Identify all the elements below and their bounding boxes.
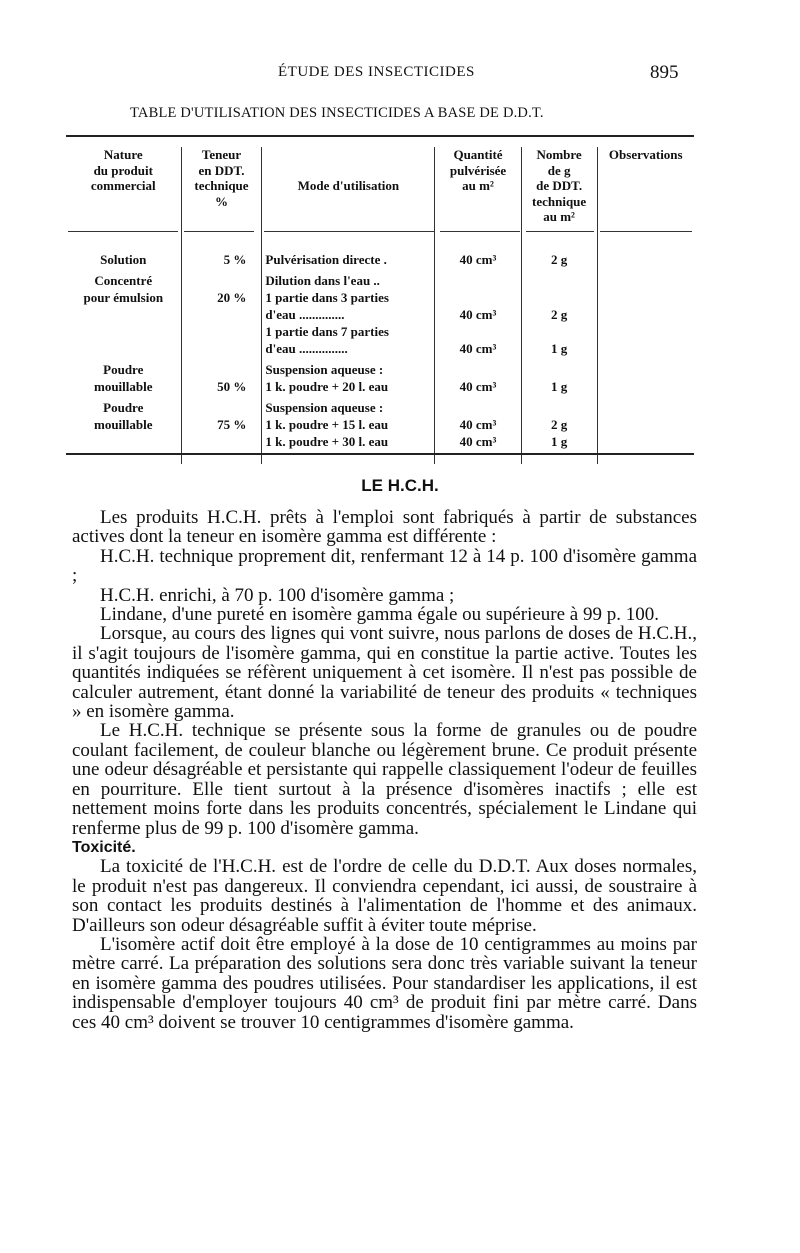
nature-line: Solution (100, 251, 147, 267)
quantity-line: 40 cm³ (459, 340, 497, 356)
quantity-line (438, 399, 517, 416)
table-top-rule (66, 135, 694, 137)
nature-line: pour émulsion (83, 289, 164, 305)
mode-line: 1 k. poudre + 30 l. eau (265, 433, 389, 449)
mode-cell (262, 357, 435, 395)
nature-line: Concentré (94, 272, 153, 288)
header-underline (264, 231, 434, 232)
column-header-line: Observations (608, 147, 683, 162)
column-header-line: Nature (103, 147, 143, 162)
nature-line: Poudre (103, 399, 144, 415)
padding-cell (597, 450, 694, 464)
grams-line: 2 g (550, 251, 568, 267)
column-header-line: en DDT. (198, 162, 245, 178)
mode-line: 1 k. poudre + 15 l. eau (265, 416, 389, 432)
mode-line: 1 partie dans 7 parties (265, 323, 389, 339)
column-header-line: commercial (90, 178, 156, 193)
quantity-line (438, 289, 517, 306)
paragraph: Les produits H.C.H. prêts à l'emploi sont fabriqués à partir de substances actives dont la teneur en isomère gamma est différente : (72, 507, 697, 548)
header-underline (440, 231, 520, 232)
observations-cell (597, 395, 694, 450)
header-underline (68, 231, 178, 232)
grams-line: 2 g (550, 306, 568, 322)
nature-line: Poudre (103, 361, 144, 377)
body-text (72, 508, 697, 1032)
quantity-line (438, 272, 517, 289)
observations-cell (597, 239, 694, 268)
paragraph: Lindane, d'une pureté en isomère gamma égale ou supérieure à 99 p. 100. (100, 604, 659, 626)
teneur-cell (181, 268, 262, 357)
grams-cell (521, 357, 597, 395)
padding-cell (435, 450, 521, 464)
column-header-line: Mode d'utilisation (297, 178, 400, 193)
grams-line (525, 323, 594, 340)
column-header-line: de g (547, 162, 571, 178)
quantity-cell (435, 357, 521, 395)
table-row (66, 239, 694, 268)
mode-cell (262, 239, 435, 268)
section-title: LE H.C.H. (361, 476, 439, 495)
quantity-line: 40 cm³ (459, 378, 497, 394)
quantity-cell (435, 268, 521, 357)
quantity-cell (435, 395, 521, 450)
quantity-line: 40 cm³ (459, 416, 497, 432)
nature-line: mouillable (94, 378, 153, 394)
teneur-cell (181, 239, 262, 268)
observations-cell (597, 357, 694, 395)
column-header-line: Teneur (201, 147, 242, 162)
grams-cell (521, 239, 597, 268)
grams-line (525, 272, 594, 289)
teneur-value: 20 % (217, 289, 247, 305)
column-header (597, 147, 694, 239)
header-underline (600, 231, 692, 232)
column-header (262, 147, 435, 239)
teneur-value: 5 % (223, 251, 247, 267)
teneur-value: 50 % (217, 378, 247, 394)
paragraph: H.C.H. technique proprement dit, renfermant 12 à 14 p. 100 d'isomère gamma ; (72, 545, 697, 587)
column-header-line: technique (194, 178, 249, 193)
page-number: 895 (650, 62, 679, 83)
teneur-value: 75 % (217, 416, 247, 432)
column-header (66, 147, 181, 239)
padding-cell (262, 450, 435, 464)
table-title: TABLE D'UTILISATION DES INSECTICIDES A BASE DE D.D.T. (130, 105, 544, 121)
quantity-cell (435, 239, 521, 268)
grams-line: 2 g (550, 416, 568, 432)
nature-cell (66, 357, 181, 395)
padding-cell (521, 450, 597, 464)
grams-cell (521, 395, 597, 450)
paragraph: L'isomère actif doit être employé à la dose de 10 centigrammes au moins par mètre carré. La préparation des solutions sera donc très variable suivant la teneur en isomère gamma des poudres utilisées. Pour standardiser les applications, il est indispensable d'employer toujours 40 cm³ de produit fini par mètre carré. Dans ces 40 cm³ doivent se trouver 10 centigrammes d'isomère gamma. (72, 933, 697, 1033)
grams-line (525, 399, 594, 416)
paragraph: La toxicité de l'H.C.H. est de l'ordre de celle du D.D.T. Aux doses normales, le produit n'est pas dangereux. Il conviendra cependant, ici aussi, de soustraire à son contact les produits destinés à l'alimentation de l'homme et des animaux. D'ailleurs son odeur désagréable suffit à éviter toute méprise. (72, 856, 697, 936)
ddt-usage-table (66, 147, 694, 464)
grams-line: 1 g (550, 378, 568, 394)
mode-cell (262, 268, 435, 357)
table-row (66, 268, 694, 357)
nature-cell (66, 239, 181, 268)
nature-cell (66, 268, 181, 357)
nature-cell (66, 395, 181, 450)
nature-line: mouillable (94, 416, 153, 432)
mode-line: Dilution dans l'eau .. (265, 272, 380, 288)
column-header-line: de DDT. (536, 178, 583, 193)
mode-line: 1 partie dans 3 parties (265, 289, 389, 305)
header-underline (526, 231, 594, 232)
observations-cell (597, 268, 694, 357)
quantity-line (438, 323, 517, 340)
column-header-line: du produit (93, 162, 153, 178)
grams-line: 1 g (550, 340, 568, 356)
grams-line (525, 289, 594, 306)
column-header-line: % (214, 193, 228, 209)
quantity-line: 40 cm³ (459, 433, 497, 449)
column-header-line: Quantité (453, 147, 503, 162)
padding-cell (181, 450, 262, 464)
mode-line: Suspension aqueuse : (265, 399, 384, 415)
column-header-line: au m² (543, 209, 575, 224)
grams-cell (521, 268, 597, 357)
mode-line: d'eau ............... (265, 340, 348, 356)
column-header-line: pulvérisée (449, 162, 507, 178)
column-header-line: Nombre (536, 147, 582, 162)
quantity-line: 40 cm³ (459, 306, 497, 322)
padding-cell (66, 450, 181, 464)
mode-line: Pulvérisation directe . (265, 251, 387, 267)
table-bottom-rule (66, 453, 694, 455)
column-header (435, 147, 521, 239)
mode-line: Suspension aqueuse : (265, 361, 384, 377)
quantity-line (438, 361, 517, 378)
mode-cell (262, 395, 435, 450)
page-header (0, 62, 800, 86)
teneur-cell (181, 395, 262, 450)
grams-line (525, 361, 594, 378)
column-header-line: au m² (462, 178, 494, 193)
paragraph: H.C.H. enrichi, à 70 p. 100 d'isomère gamma ; (100, 584, 455, 606)
subheading-toxicite: Toxicité. (72, 838, 136, 856)
running-title: ÉTUDE DES INSECTICIDES (278, 64, 475, 80)
column-header (521, 147, 597, 239)
column-header (181, 147, 262, 239)
mode-line: d'eau .............. (265, 306, 345, 322)
table-row (66, 395, 694, 450)
paragraph: Le H.C.H. technique se présente sous la forme de granules ou de poudre coulant facilement, de couleur blanche ou légèrement brune. Ce produit présente une odeur désagréable et persistante qui rappelle classiquement l'odeur de feuilles en pourriture. Elle tient surtout à la présence d'isomères inactifs ; elle est nettement moins forte dans les produits concentrés, spécialement le Lindane qui renferme plus de 99 p. 100 d'isomère gamma. (72, 720, 697, 839)
mode-line: 1 k. poudre + 20 l. eau (265, 378, 389, 394)
table-header-row (66, 147, 694, 239)
quantity-line: 40 cm³ (459, 251, 497, 267)
table-row (66, 357, 694, 395)
teneur-cell (181, 357, 262, 395)
paragraph: Lorsque, au cours des lignes qui vont suivre, nous parlons de doses de H.C.H., il s'agit toujours de l'isomère gamma, qui en constitue la partie active. Toutes les quantités indiquées se réfèrent uniquement à cet isomère. Il n'est pas possible de calculer autrement, étant donné la variabilité de teneur des produits « techniques » en isomère gamma. (72, 623, 697, 723)
table-padding-row (66, 450, 694, 464)
grams-line: 1 g (550, 433, 568, 449)
column-header-line: technique (532, 193, 587, 209)
header-underline (184, 231, 254, 232)
